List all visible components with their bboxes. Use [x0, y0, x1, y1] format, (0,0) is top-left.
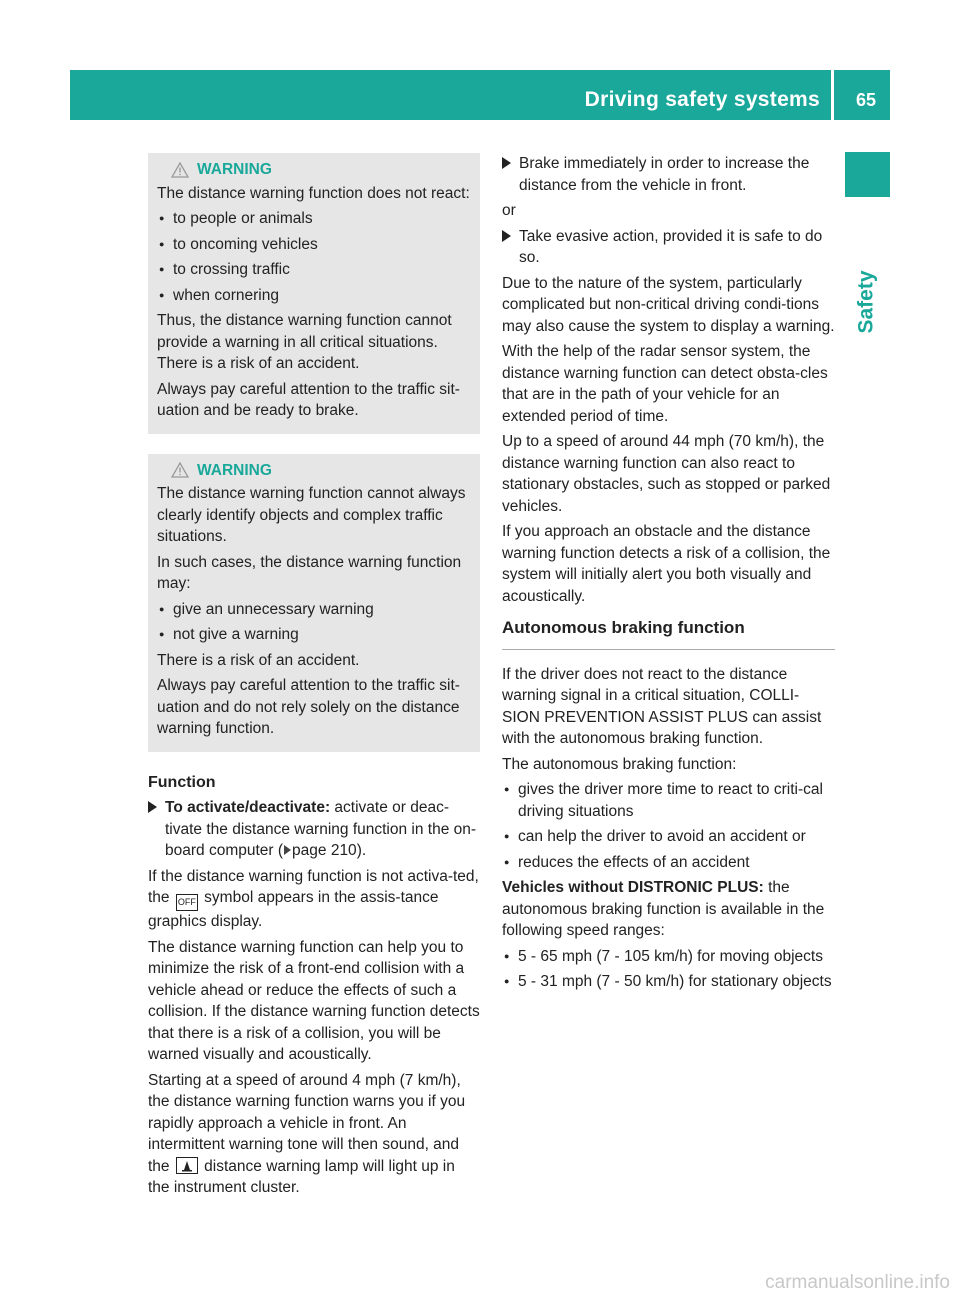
- warning-heading-text: WARNING: [197, 161, 272, 178]
- chapter-label-text: Safety: [855, 270, 878, 334]
- paragraph: With the help of the radar sensor system, the distance warning function can detect obsta-cles that are in the path of your vehicle for an extended period of time.: [502, 343, 828, 425]
- evasive-step: [502, 226, 835, 269]
- paragraph-text: the autonomous braking function is available in the following speed ranges:: [502, 879, 825, 939]
- section-title: Driving safety systems: [584, 88, 820, 111]
- step-label: To activate/deactivate:: [165, 799, 331, 816]
- warning-text: Always pay careful attention to the traffic sit-uation and do not rely solely on the distance warning function.: [157, 677, 460, 737]
- page-reference-icon: [284, 845, 291, 855]
- list-item: ● gives the driver more time to react to criti-cal driving situations: [502, 779, 835, 822]
- list-item: ● can help the driver to avoid an accident or: [502, 826, 835, 848]
- paragraph-text: distance warning lamp will light up in the instrument cluster.: [148, 1157, 455, 1196]
- step-arrow-icon: [502, 157, 511, 169]
- chapter-label: [846, 262, 888, 342]
- off-symbol-text: OFF: [177, 897, 196, 907]
- right-column: [502, 153, 835, 997]
- warning-intro: The distance warning function cannot always clearly identify objects and complex traffic situations.: [157, 485, 466, 545]
- left-column: [148, 153, 480, 1203]
- warning-heading-text: WARNING: [197, 461, 272, 479]
- warning-box-1: [148, 153, 480, 434]
- list-item: ● to oncoming vehicles: [157, 234, 471, 256]
- warning-intro: The distance warning function does not react:: [157, 184, 470, 202]
- step-arrow-icon: [502, 230, 511, 242]
- page-reference-link[interactable]: page 210: [292, 842, 357, 859]
- list-item: ● to people or animals: [157, 208, 471, 230]
- paragraph: The distance warning function can help you to minimize the risk of a front-end collision with a vehicle ahead or reduce the effects of such a collision. If the distance warning function detects that there is a risk of a collision, you will be warned visually and acoustically.: [148, 938, 480, 1063]
- list-item: ● to crossing traffic: [157, 259, 471, 281]
- warning-text: There is a risk of an accident.: [157, 651, 360, 669]
- step-text: ).: [356, 842, 367, 859]
- list-item: ● 5 - 31 mph (7 - 50 km/h) for stationary objects: [502, 971, 835, 993]
- lamp-paragraph: [148, 1070, 480, 1199]
- page-header: [70, 70, 890, 120]
- step-text: activate or deac-tivate the distance warning function in the on-board computer (: [165, 799, 477, 859]
- or-text: or: [502, 202, 516, 219]
- distance-warning-lamp-icon: [176, 1157, 198, 1174]
- spacer: [502, 650, 835, 664]
- activate-step: [148, 797, 480, 862]
- paragraph: If you approach an obstacle and the distance warning function detects a risk of a collision, the system will initially alert you both visually and acoustically.: [502, 523, 831, 605]
- header-divider: [831, 70, 834, 120]
- paragraph-text: If the distance warning function is not activa-ted, the: [148, 867, 479, 906]
- warning-heading: [171, 460, 471, 482]
- paragraph-text: symbol appears in the assis-tance graphics display.: [148, 889, 439, 930]
- autonomous-heading: Autonomous braking function: [502, 617, 835, 650]
- vehicle-condition-label: Vehicles without DISTRONIC PLUS:: [502, 879, 764, 896]
- warning-heading: [171, 159, 471, 181]
- step-text: Brake immediately in order to increase the distance from the vehicle in front.: [519, 155, 810, 194]
- paragraph: If the driver does not react to the distance warning signal in a critical situation, COLLI-SION PREVENTION ASSIST PLUS can assist with the autonomous braking function.: [502, 665, 822, 747]
- warning-triangle-icon: [171, 462, 189, 478]
- list-item: ● give an unnecessary warning: [157, 599, 471, 621]
- warning-triangle-icon: [171, 162, 189, 178]
- warning-text: Thus, the distance warning function cannot provide a warning in all critical situations. There is a risk of an accident.: [157, 312, 452, 372]
- paragraph-text: Starting at a speed of around 4 mph (7 km/h), the distance warning function warns you if you rapidly approach a vehicle in front. An intermittent warning tone will then sound, and the: [148, 1071, 466, 1175]
- step-text: Take evasive action, provided it is safe to do so.: [519, 227, 823, 266]
- brake-step: [502, 153, 835, 196]
- list-item: ● when cornering: [157, 285, 471, 307]
- list-item: ● not give a warning: [157, 624, 471, 646]
- off-symbol-paragraph: [148, 866, 480, 933]
- list-item: ● 5 - 65 mph (7 - 105 km/h) for moving objects: [502, 946, 835, 968]
- page-number: 65: [855, 90, 876, 110]
- warning-intro: In such cases, the distance warning function may:: [157, 553, 462, 592]
- speed-range-intro: [502, 877, 835, 942]
- function-heading: Function: [148, 773, 216, 791]
- paragraph: The autonomous braking function:: [502, 755, 737, 773]
- distance-warning-off-icon: [176, 894, 198, 911]
- list-item: ● reduces the effects of an accident: [502, 852, 835, 874]
- warning-text: Always pay careful attention to the traffic sit-uation and be ready to brake.: [157, 380, 460, 419]
- warning-box-2: [148, 454, 480, 752]
- step-arrow-icon: [148, 801, 157, 813]
- paragraph: Due to the nature of the system, particularly complicated but non-critical driving condi-tions may also cause the system to display a warning.: [502, 274, 835, 335]
- paragraph: Up to a speed of around 44 mph (70 km/h), the distance warning function can also react to stationary obstacles, such as stopped or parked vehicles.: [502, 433, 831, 515]
- watermark: carmanualsonline.info: [765, 1272, 950, 1293]
- chapter-tab: [845, 152, 890, 197]
